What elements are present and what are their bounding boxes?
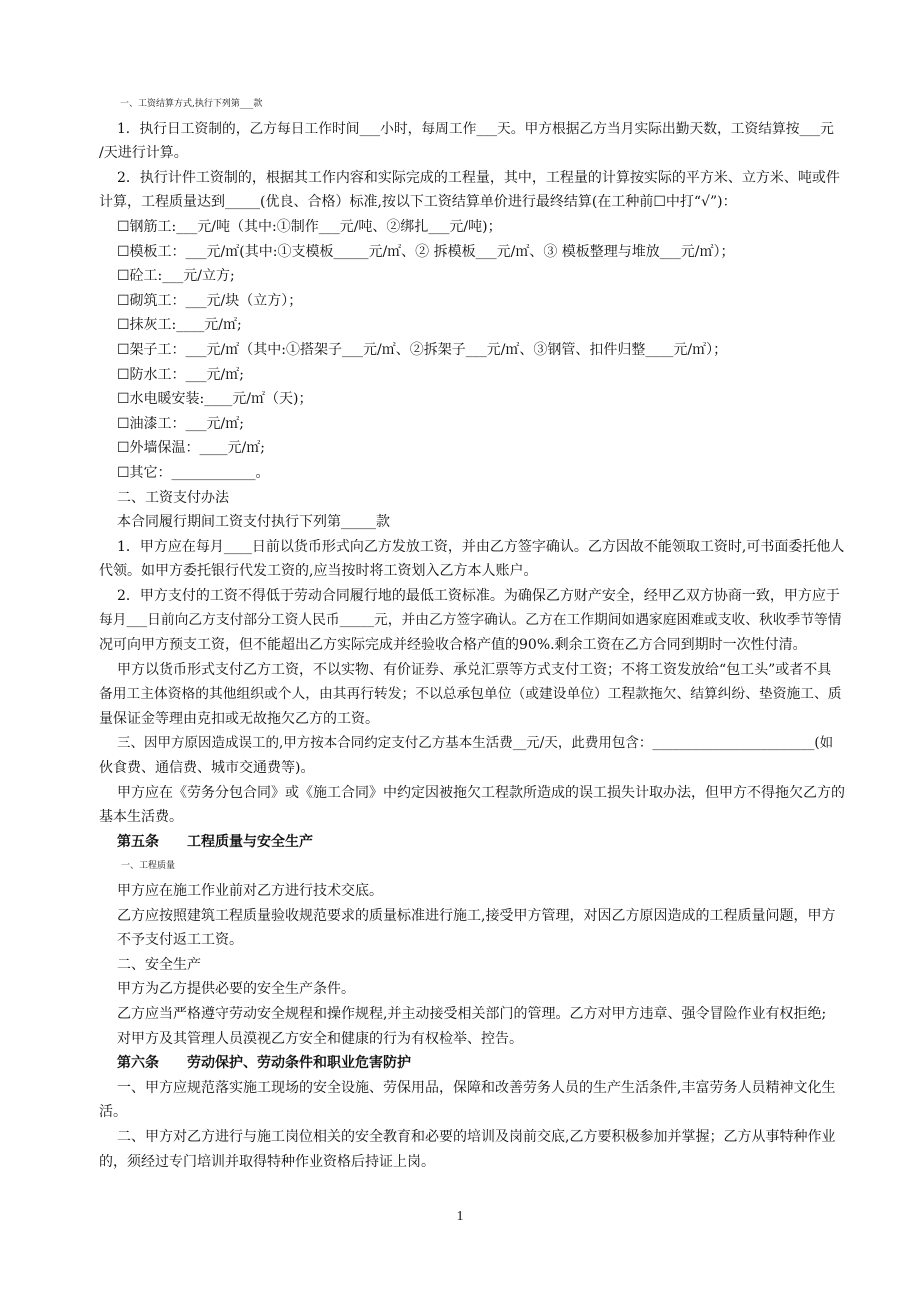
text-line: 2．甲方支付的工资不得低于劳动合同履行地的最低工资标准。为确保乙方财产安全，经甲乙双方协商一致，甲方应于 — [117, 587, 840, 604]
text-line: 甲方以货币形式支付乙方工资，不以实物、有价证券、承兑汇票等方式支付工资；不将工资发放给“包工头”或者不具 — [117, 661, 832, 678]
article-heading: 第六条 劳动保护、劳动条件和职业危害防护 — [117, 1055, 411, 1072]
text-line: 伙食费、通信费、城市交通费等)。 — [99, 760, 315, 777]
text-line: 计算，工程质量达到_____(优良、合格）标准,按以下工资结算单价进行最终结算(在工种前☐中打“√”)： — [99, 194, 737, 211]
text-line: 甲方应在《劳务分包合同》或《施工合同》中约定因被拖欠工程款所造成的误工损失计取办法，但甲方不得拖欠乙方的 — [117, 784, 845, 801]
text-line: 活。 — [99, 1104, 127, 1121]
text-line: ☐外墙保温：____元/㎡; — [117, 440, 265, 457]
text-line: ☐油漆工：___元/㎡; — [117, 415, 244, 432]
text-line: 甲方应在施工作业前对乙方进行技术交底。 — [117, 883, 383, 899]
text-line: 2．执行计件工资制的，根据其工作内容和实际完成的工程量，其中，工程量的计算按实际的平方米、立方米、吨或件 — [117, 169, 840, 186]
section-heading: 二、安全生产 — [117, 956, 201, 973]
text-line: 1．甲方应在每月____日前以货币形式向乙方发放工资，并由乙方签字确认。乙方因故不能领取工资时,可书面委托他人 — [117, 538, 845, 555]
text-line: 况可向甲方预支工资，但不能超出乙方实际完成并经验收合格产值的90%.剩余工资在乙方合同到期时一次性付清。 — [99, 637, 807, 654]
text-line: ☐架子工：___元/㎡（其中:①搭架子___元/㎡、②拆架子___元/㎡、③钢管、扣件归整____元/㎡）； — [117, 341, 728, 358]
section-heading: 一、工程质量 — [121, 861, 176, 872]
text-line: 本合同履行期间工资支付执行下列第_____款 — [117, 514, 390, 531]
text-line: ☐砼工:___元/立方; — [117, 268, 235, 285]
text-line: 三、因甲方原因造成误工的,甲方按本合同约定支付乙方基本生活费__元/天，此费用包含：________________________(如 — [117, 735, 834, 752]
text-line: 乙方应按照建筑工程质量验收规范要求的质量标准进行施工,接受甲方管理，对因乙方原因造成的工程质量问题，甲方 — [117, 907, 836, 924]
text-line: 的，须经过专门培训并取得特种作业资格后持证上岗。 — [99, 1153, 435, 1170]
text-line: ☐砌筑工：___元/块（立方）； — [117, 292, 303, 309]
text-line: ☐其它：____________。 — [117, 464, 270, 481]
text-line: 1．执行日工资制的，乙方每日工作时间___小时，每周工作___天。甲方根据乙方当月实际出勤天数，工资结算按___元 — [117, 120, 834, 137]
text-line: ☐防水工：___元/㎡; — [117, 366, 244, 383]
text-line: ☐模板工：___元/㎡(其中:①支模板_____元/㎡、② 拆模板___元/㎡、③ 模板整理与堆放___元/㎡）； — [117, 243, 735, 260]
text-line: ☐钢筋工:___元/吨（其中:①制作___元/吨、②绑扎___元/吨)； — [117, 218, 502, 235]
text-line: 量保证金等理由克扣或无故拖欠乙方的工资。 — [99, 710, 379, 727]
text-line: 乙方应当严格遵守劳动安全规程和操作规程,并主动接受相关部门的管理。乙方对甲方违章、强令冒险作业有权拒绝; — [117, 1005, 827, 1022]
text-line: 一、工资结算方式,执行下列第___款 — [120, 99, 263, 109]
text-line: ☐水电暖安装:____元/㎡（天)； — [117, 391, 313, 408]
text-line: 不予支付返工工资。 — [117, 932, 243, 949]
text-line: 备用工主体资格的其他组织或个人，由其再行转发；不以总承包单位（或建设单位）工程款拖欠、结算纠纷、垫资施工、质 — [99, 686, 842, 703]
text-line: /天进行计算。 — [99, 145, 188, 162]
text-line: 代领。如甲方委托银行代发工资的,应当按时将工资划入乙方本人账户。 — [99, 563, 538, 580]
text-line: ☐抹灰工:____元/㎡; — [117, 317, 242, 334]
document-body — [99, 92, 845, 1174]
text-line: 基本生活费。 — [99, 809, 183, 826]
article-heading: 第五条 工程质量与安全生产 — [117, 833, 313, 850]
text-line: 对甲方及其管理人员漠视乙方安全和健康的行为有权检举、控告。 — [117, 1030, 523, 1047]
text-line: 一、甲方应规范落实施工现场的安全设施、劳保用品，保障和改善劳务人员的生产生活条件,丰富劳务人员精神文化生 — [117, 1079, 836, 1096]
text-line: 每月___日前向乙方支付部分工资人民币_____元，并由乙方签字确认。乙方在工作期间如遇家庭困难或支收、秋收季节等情 — [99, 612, 842, 629]
section-heading: 二、工资支付办法 — [117, 489, 229, 506]
page-number: 1 — [456, 1209, 464, 1224]
text-line: 二、甲方对乙方进行与施工岗位相关的安全教育和必要的培训及岗前交底,乙方要积极参加并掌握；乙方从事特种作业 — [117, 1128, 836, 1145]
text-line: 甲方为乙方提供必要的安全生产条件。 — [117, 981, 355, 998]
